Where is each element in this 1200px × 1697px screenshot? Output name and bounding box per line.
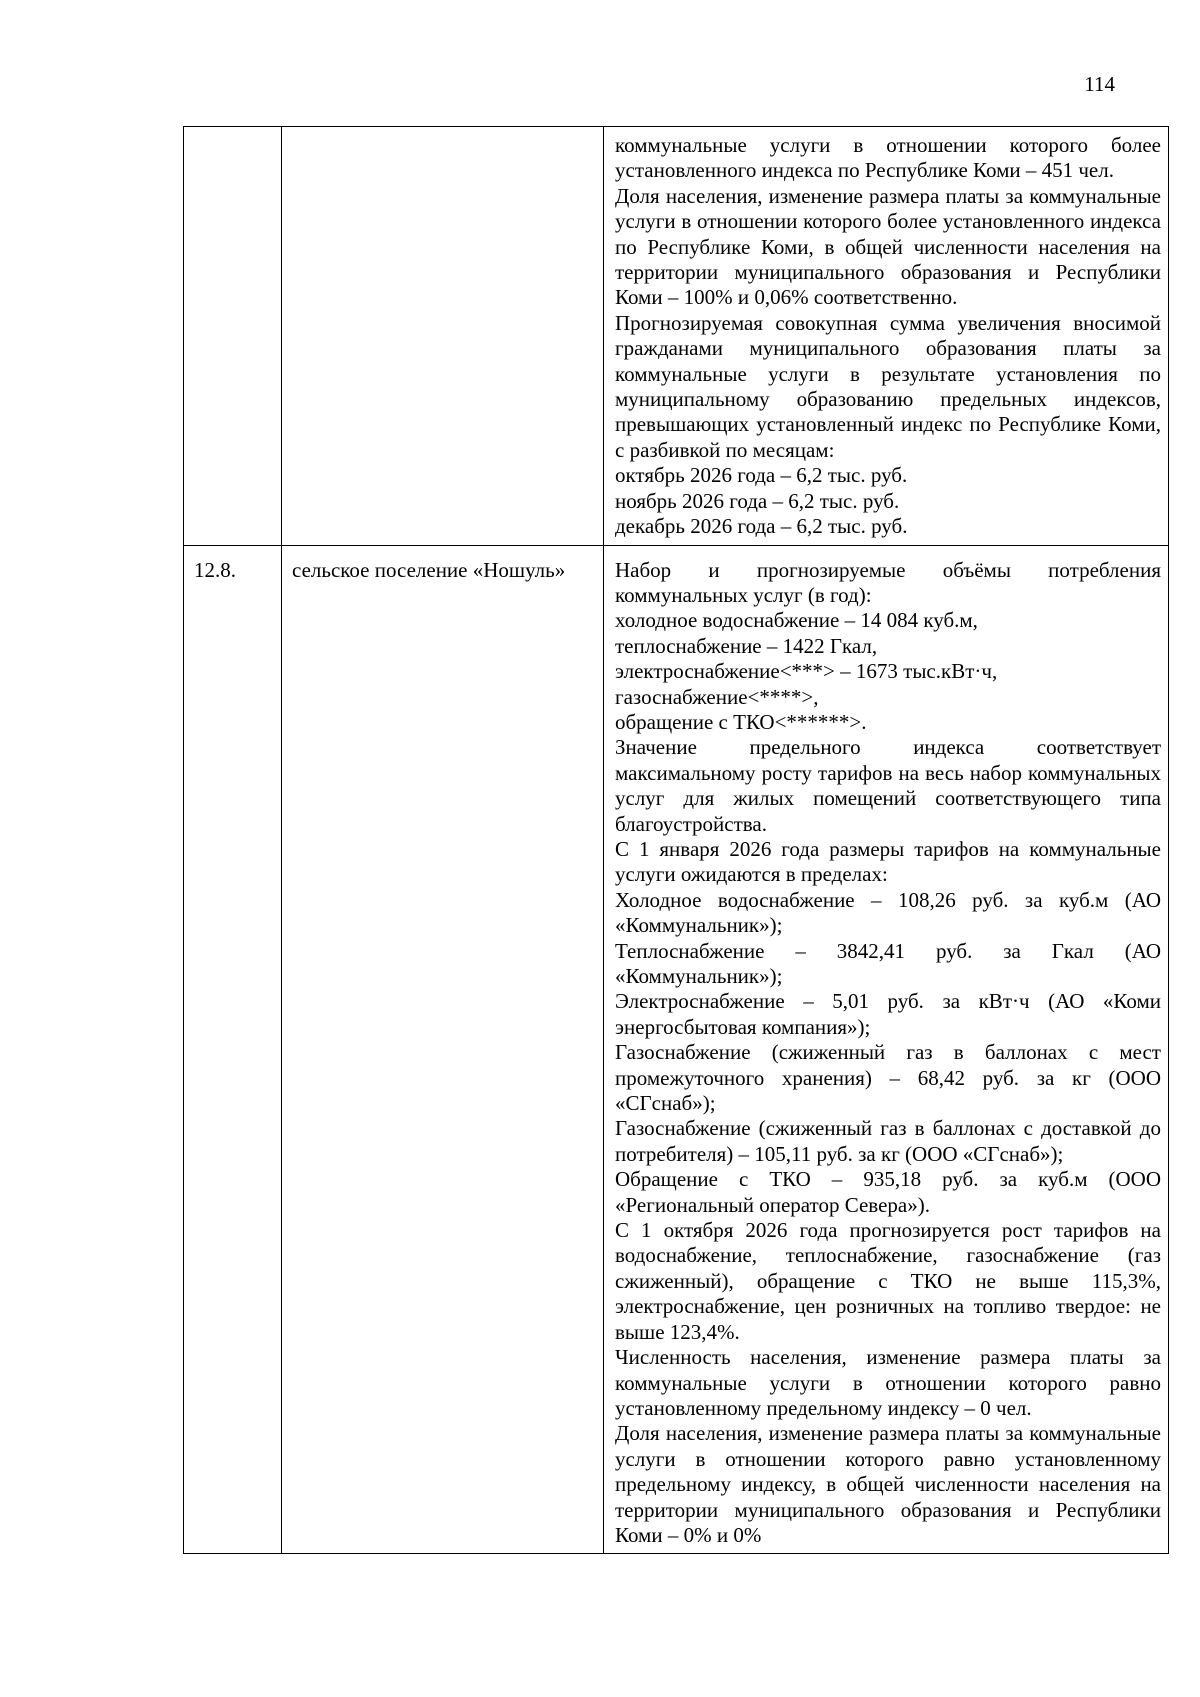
paragraph: С 1 января 2026 года размеры тарифов на коммунальные услуги ожидаются в пределах:	[615, 836, 1161, 887]
paragraph: ноябрь 2026 года – 6,2 тыс. руб.	[615, 488, 900, 513]
paragraph: Доля населения, изменение размера платы за коммунальные услуги в отношении которого равно установленному предельному индексу, в общей численности населения на территории муниципального образования и Республики Коми – 0% и 0%	[615, 1421, 1161, 1547]
paragraph: декабрь 2026 года – 6,2 тыс. руб.	[615, 514, 908, 539]
paragraph: теплоснабжение – 1422 Гкал,	[615, 633, 878, 658]
municipality-name-cell	[282, 127, 604, 546]
paragraph: холодное водоснабжение – 14 084 куб.м,	[615, 608, 978, 633]
row-number-cell	[184, 127, 282, 546]
paragraph: Набор и прогнозируемые объёмы потребления коммунальных услуг (в год):	[615, 557, 1161, 607]
row-number-cell: 12.8.	[184, 545, 282, 1554]
description-cell	[604, 127, 1169, 546]
paragraph: Электроснабжение – 5,01 руб. за кВт·ч (АО «Коми энергосбытовая компания»);	[615, 989, 1161, 1039]
paragraph: Газоснабжение (сжиженный газ в баллонах с доставкой до потребителя) – 105,11 руб. за кг (ООО «СГснаб»);	[615, 1116, 1161, 1166]
paragraph: Доля населения, изменение размера платы за коммунальные услуги в отношении которого более установленного индекса по Республике Коми, в общей численности населения на территории муниципального образования и Республики Коми – 100% и 0,06% соответственно.	[615, 183, 1161, 310]
municipal-tariff-table	[183, 126, 1169, 1554]
paragraph: Численность населения, изменение размера платы за коммунальные услуги в отношении которого равно установленному предельному индексу – 0 чел.	[615, 1345, 1161, 1420]
municipality-name-cell: сельское поселение «Ношуль»	[282, 545, 604, 1554]
paragraph: октябрь 2026 года – 6,2 тыс. руб.	[615, 463, 908, 488]
paragraph: газоснабжение<****>,	[615, 684, 819, 709]
table-row	[184, 127, 1169, 546]
paragraph: Холодное водоснабжение – 108,26 руб. за куб.м (АО «Коммунальник»);	[615, 887, 1161, 938]
page-number: 114	[1084, 72, 1115, 96]
paragraph: Теплоснабжение – 3842,41 руб. за Гкал (АО «Коммунальник»);	[615, 938, 1161, 988]
paragraph: Прогнозируемая совокупная сумма увеличения вносимой гражданами муниципального образования платы за коммунальные услуги в результате установления по муниципальному образованию предельных индексов, превышающих установленный индекс по Республике Коми, с разбивкой по месяцам:	[615, 310, 1161, 462]
paragraph: С 1 октября 2026 года прогнозируется рост тарифов на водоснабжение, теплоснабжение, газоснабжение (газ сжиженный), обращение с ТКО не выше 115,3%, электроснабжение, цен розничных на топливо твердое: не выше 123,4%.	[615, 1218, 1161, 1344]
paragraph: электроснабжение<***> – 1673 тыс.кВт·ч,	[615, 659, 998, 684]
description-cell	[604, 545, 1169, 1554]
paragraph: Обращение с ТКО – 935,18 руб. за куб.м (ООО «Региональный оператор Севера»).	[615, 1167, 1161, 1217]
paragraph: обращение с ТКО<******>.	[615, 709, 867, 734]
table-row	[184, 545, 1169, 1554]
paragraph: Значение предельного индекса соответствует максимальному росту тарифов на весь набор коммунальных услуг для жилых помещений соответствующего типа благоустройства.	[615, 735, 1161, 836]
paragraph: Газоснабжение (сжиженный газ в баллонах с мест промежуточного хранения) – 68,42 руб. за кг (ООО «СГснаб»);	[615, 1040, 1161, 1116]
paragraph: коммунальные услуги в отношении которого более установленного индекса по Республике Коми – 451 чел.	[615, 133, 1161, 183]
